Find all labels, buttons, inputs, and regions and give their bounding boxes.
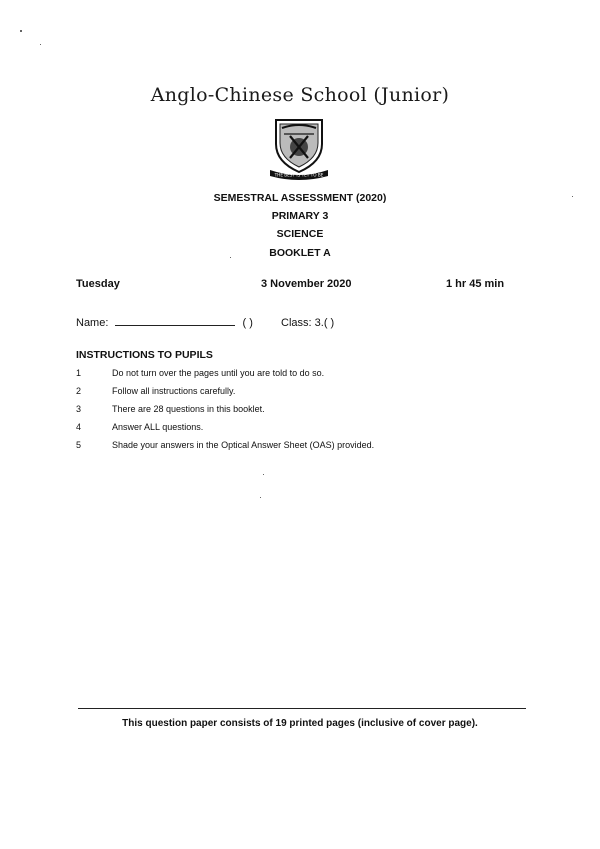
instruction-text: Answer ALL questions. [112,422,204,432]
instruction-number: 5 [76,440,82,450]
exam-day: Tuesday [76,278,120,290]
scan-mark [260,497,261,498]
instruction-number: 1 [76,368,82,378]
instruction-text: There are 28 questions in this booklet. [112,404,265,414]
instruction-item [76,368,324,378]
name-row [76,315,334,329]
scan-mark [40,44,41,45]
instructions-title: INSTRUCTIONS TO PUPILS [76,349,213,361]
instruction-number: 2 [76,386,82,396]
instruction-text: Shade your answers in the Optical Answer Sheet (OAS) provided. [112,440,375,450]
subject-title: SCIENCE [276,228,324,240]
page-count-note: This question paper consists of 19 printed pages (inclusive of cover page). [122,718,478,729]
name-blank[interactable] [115,315,235,326]
scan-mark [20,30,22,32]
class-field[interactable]: Class: 3.( ) [281,317,335,329]
instruction-number: 3 [76,404,82,414]
level-title: PRIMARY 3 [271,210,329,222]
footer-divider [78,708,526,709]
index-number-field[interactable]: ( ) [242,317,253,329]
instruction-text: Follow all instructions carefully. [112,386,236,396]
scan-mark [263,474,264,475]
instruction-item [76,386,235,396]
instruction-number: 4 [76,422,82,432]
assessment-title: SEMESTRAL ASSESSMENT (2020) [213,192,387,204]
instruction-item [76,440,374,450]
school-name: Anglo-Chinese School (Junior) [150,84,450,106]
exam-duration: 1 hr 45 min [446,278,505,290]
name-label: Name: [76,317,109,329]
instruction-text: Do not turn over the pages until you are told to do so. [112,368,325,378]
exam-date: 3 November 2020 [261,278,352,290]
crest-motto: THE BEST IS YET TO BE [274,172,324,178]
instruction-item [76,404,265,414]
school-crest-icon [266,114,332,180]
instruction-item [76,422,203,432]
booklet-title: BOOKLET A [269,247,331,259]
